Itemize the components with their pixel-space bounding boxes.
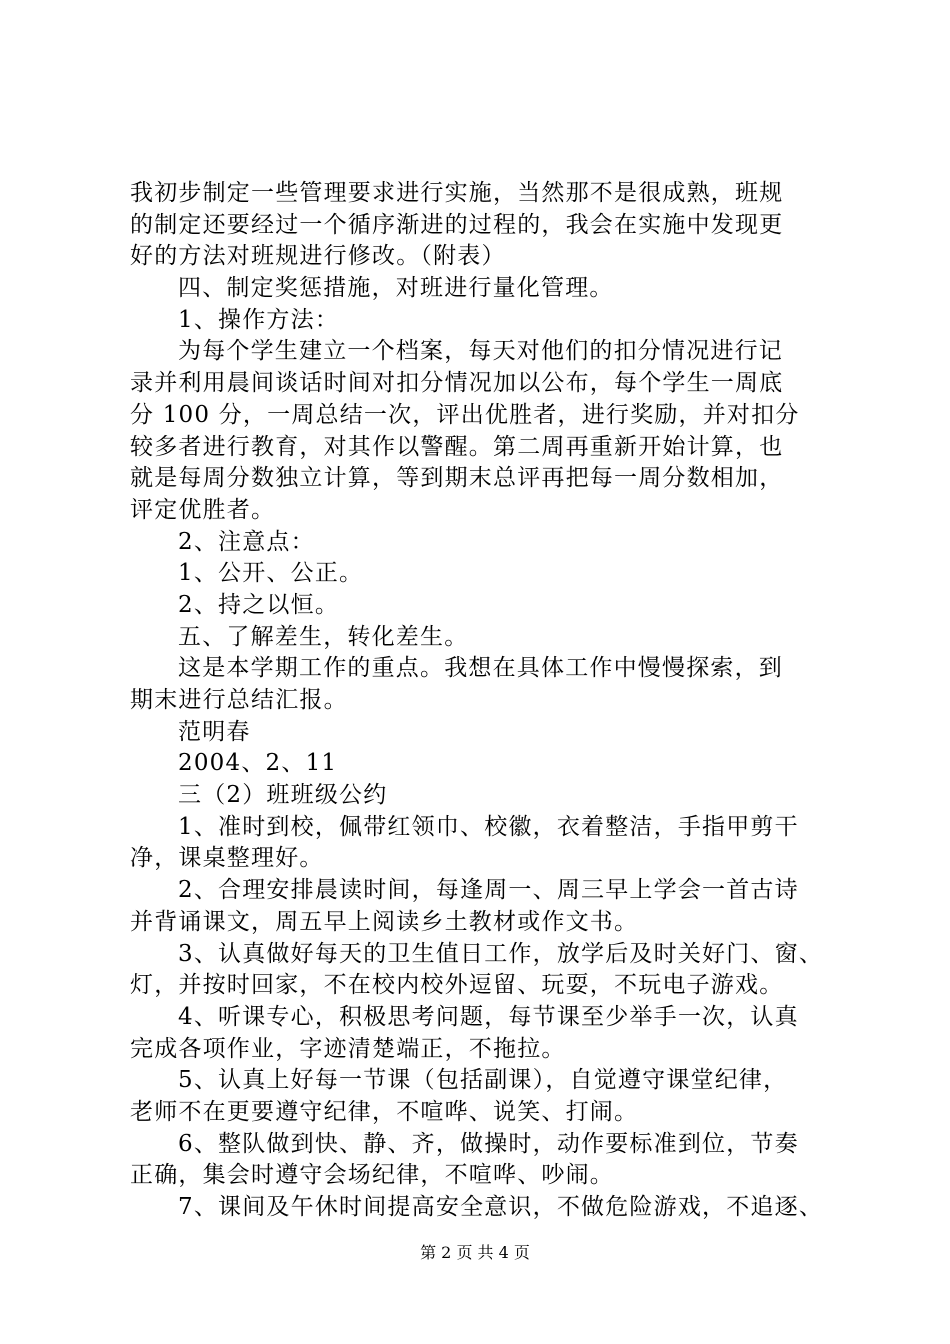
text-line: 灯，并按时回家，不在校内校外逗留、玩耍，不玩电子游戏。 [130,972,784,999]
text-line: 1、准时到校，佩带红领巾、校徽，衣着整洁，手指甲剪干 [178,813,799,840]
page-footer: 第 2 页 共 4 页 [420,1243,530,1262]
text-line: 4、听课专心，积极思考问题，每节课至少举手一次，认真 [178,1003,799,1030]
text-line: 较多者进行教育，对其作以警醒。第二周再重新开始计算，也 [130,433,784,460]
text-line: 5、认真上好每一节课（包括副课），自觉遵守课堂纪律， [178,1067,788,1094]
text-line: 就是每周分数独立计算，等到期末总评再把每一周分数相加， [130,465,784,492]
text-line: 的制定还要经过一个循序渐进的过程的，我会在实施中发现更 [130,211,784,238]
text-line: 1、操作方法： [178,306,340,333]
text-line: 老师不在更要遵守纪律，不喧哗、说笑、打闹。 [130,1098,639,1125]
text-line: 3、认真做好每天的卫生值日工作，放学后及时关好门、窗、 [178,940,824,967]
text-line: 并背诵课文，周五早上阅读乡土教材或作文书。 [130,908,639,935]
text-line: 6、整队做到快、静、齐，做操时，动作要标准到位，节奏 [178,1130,799,1157]
text-line: 五、了解差生，转化差生。 [178,623,469,650]
text-line: 期末进行总结汇报。 [130,687,348,713]
document-body [130,178,850,1224]
text-line: 评定优胜者。 [130,496,276,523]
text-line: 2、持之以恒。 [178,591,340,618]
text-line: 四、制定奖惩措施，对班进行量化管理。 [178,275,614,302]
text-line: 录并利用晨间谈话时间对扣分情况加以公布，每个学生一周底 [130,370,784,397]
text-line: 我初步制定一些管理要求进行实施，当然那不是很成熟，班规 [130,180,784,206]
text-line: 完成各项作业，字迹清楚端正，不拖拉。 [130,1035,566,1062]
text-line: 为每个学生建立一个档案，每天对他们的扣分情况进行记 [178,338,783,365]
text-line: 2004、2、11 [178,750,338,777]
text-line: 7、课间及午休时间提高安全意识，不做危险游戏，不追逐、 [178,1194,824,1220]
text-line: 净，课桌整理好。 [130,845,324,872]
text-line: 范明春 [178,718,251,745]
text-line: 三（2）班班级公约 [178,782,388,809]
text-line: 2、注意点： [178,528,315,555]
text-line: 2、合理安排晨读时间，每逢周一、周三早上学会一首古诗 [178,877,799,904]
text-line: 这是本学期工作的重点。我想在具体工作中慢慢探索，到 [178,655,783,682]
text-line: 好的方法对班规进行修改。（附表） [130,243,506,270]
text-line: 分 100 分，一周总结一次，评出优胜者，进行奖励，并对扣分 [130,401,800,428]
text-line: 正确，集会时遵守会场纪律，不喧哗、吵闹。 [130,1162,614,1189]
text-line: 1、公开、公正。 [178,560,364,587]
